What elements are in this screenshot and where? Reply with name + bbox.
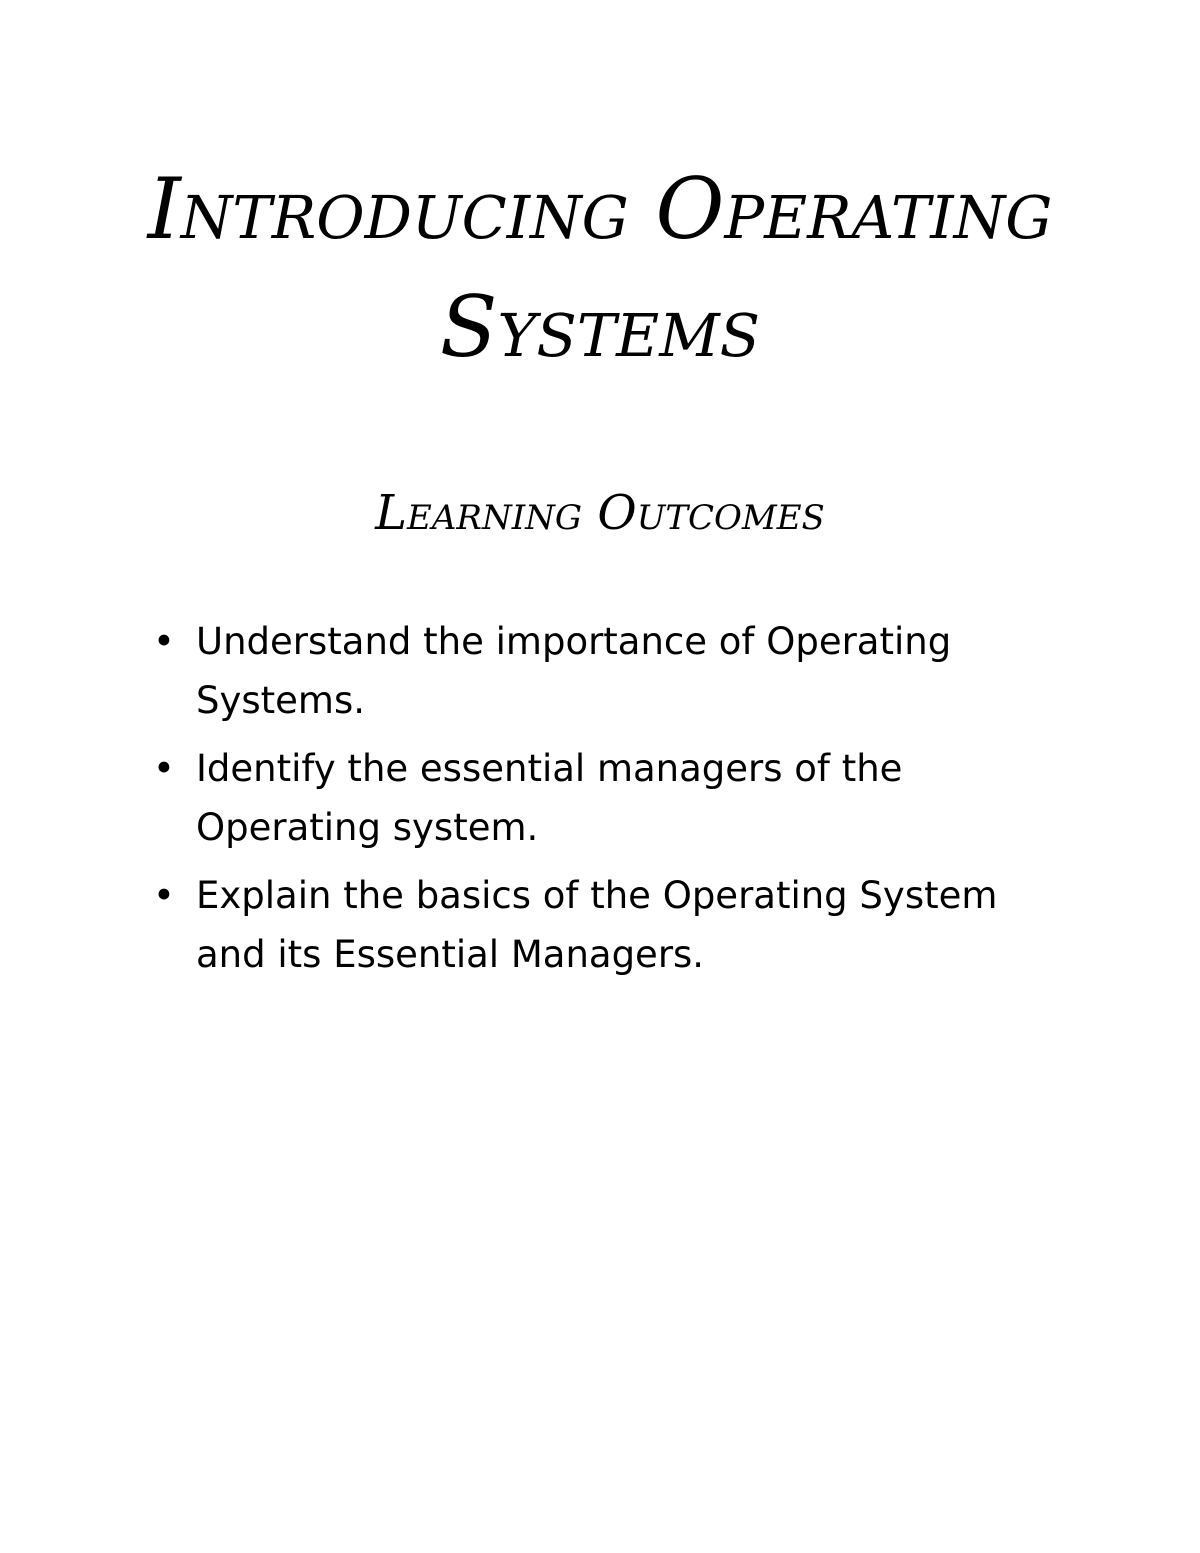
page-title xyxy=(100,150,1100,386)
list-item xyxy=(153,612,1053,730)
list-item xyxy=(153,739,1053,857)
list-item-text: Understand the importance of Operating Systems. xyxy=(196,620,952,722)
list-item xyxy=(153,866,1053,984)
learning-outcomes-list xyxy=(153,612,1053,993)
list-item-text: Identify the essential managers of the Operating system. xyxy=(196,747,903,849)
list-item-text: Explain the basics of the Operating System and its Essential Managers. xyxy=(196,874,998,976)
section-heading: Learning Outcomes xyxy=(375,485,825,541)
bullet-icon: • xyxy=(153,620,175,663)
page-title-line-2: Systems xyxy=(439,278,761,376)
bullet-icon: • xyxy=(153,747,175,790)
page-title-line-1: Introducing Operating xyxy=(147,160,1053,258)
bullet-icon: • xyxy=(153,874,175,917)
